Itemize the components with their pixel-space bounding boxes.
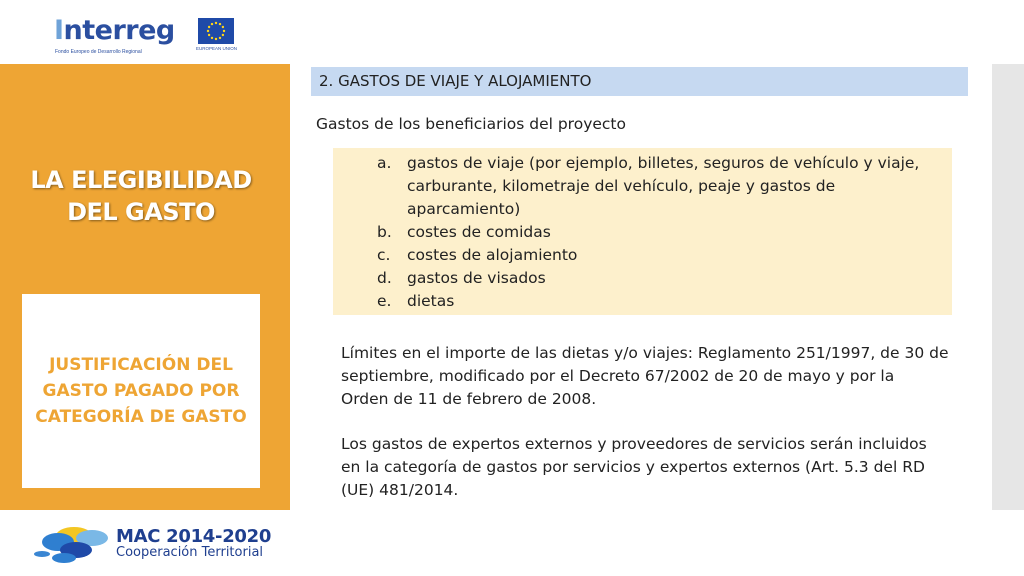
list-item: d. gastos de visados [377,269,546,287]
expense-list [377,152,937,313]
section-header [311,67,968,96]
list-item: b. costes de comidas [377,223,551,241]
subtitle-box [22,294,260,488]
intro-text: Gastos de los beneficiarios del proyecto [316,115,626,133]
mac-logo-icon [30,520,120,570]
mac-subtitle: Cooperación Territorial [116,545,264,560]
mac-title: MAC 2014-2020 [116,526,272,547]
expense-list-box [333,148,952,315]
slide-title: LA ELEGIBILIDAD DEL GASTO [30,166,252,226]
list-item: a. gastos de viaje (por ejemplo, billetes, seguros de vehículo y viaje, carburante, kilometraje del vehículo, peaje y gastos de aparcamiento) [377,154,920,218]
right-strip [992,64,1024,510]
subtitle-text: JUSTIFICACIÓN DEL GASTO PAGADO POR CATEGORÍA DE GASTO [35,355,247,427]
eu-label: EUROPEAN UNION [196,46,238,51]
eu-flag-icon [198,18,234,44]
section-title: 2. GASTOS DE VIAJE Y ALOJAMIENTO [319,72,592,90]
interreg-wordmark: Interreg [54,15,175,46]
list-item: c. costes de alojamiento [377,246,578,264]
limits-paragraph: Límites en el importe de las dietas y/o viajes: Reglamento 251/1997, de 30 de septiembre, modificado por el Decreto 67/2002 de 20 de mayo y por la Orden de 11 de febrero de 2008. [341,344,949,408]
left-panel [0,64,290,510]
list-item: e. dietas [377,292,455,310]
experts-paragraph: Los gastos de expertos externos y proveedores de servicios serán incluidos en la categoría de gastos por servicios y expertos externos (Art. 5.3 del RD (UE) 481/2014. [341,435,927,499]
interreg-subtitle: Fondo Europeo de Desarrollo Regional [55,49,142,55]
